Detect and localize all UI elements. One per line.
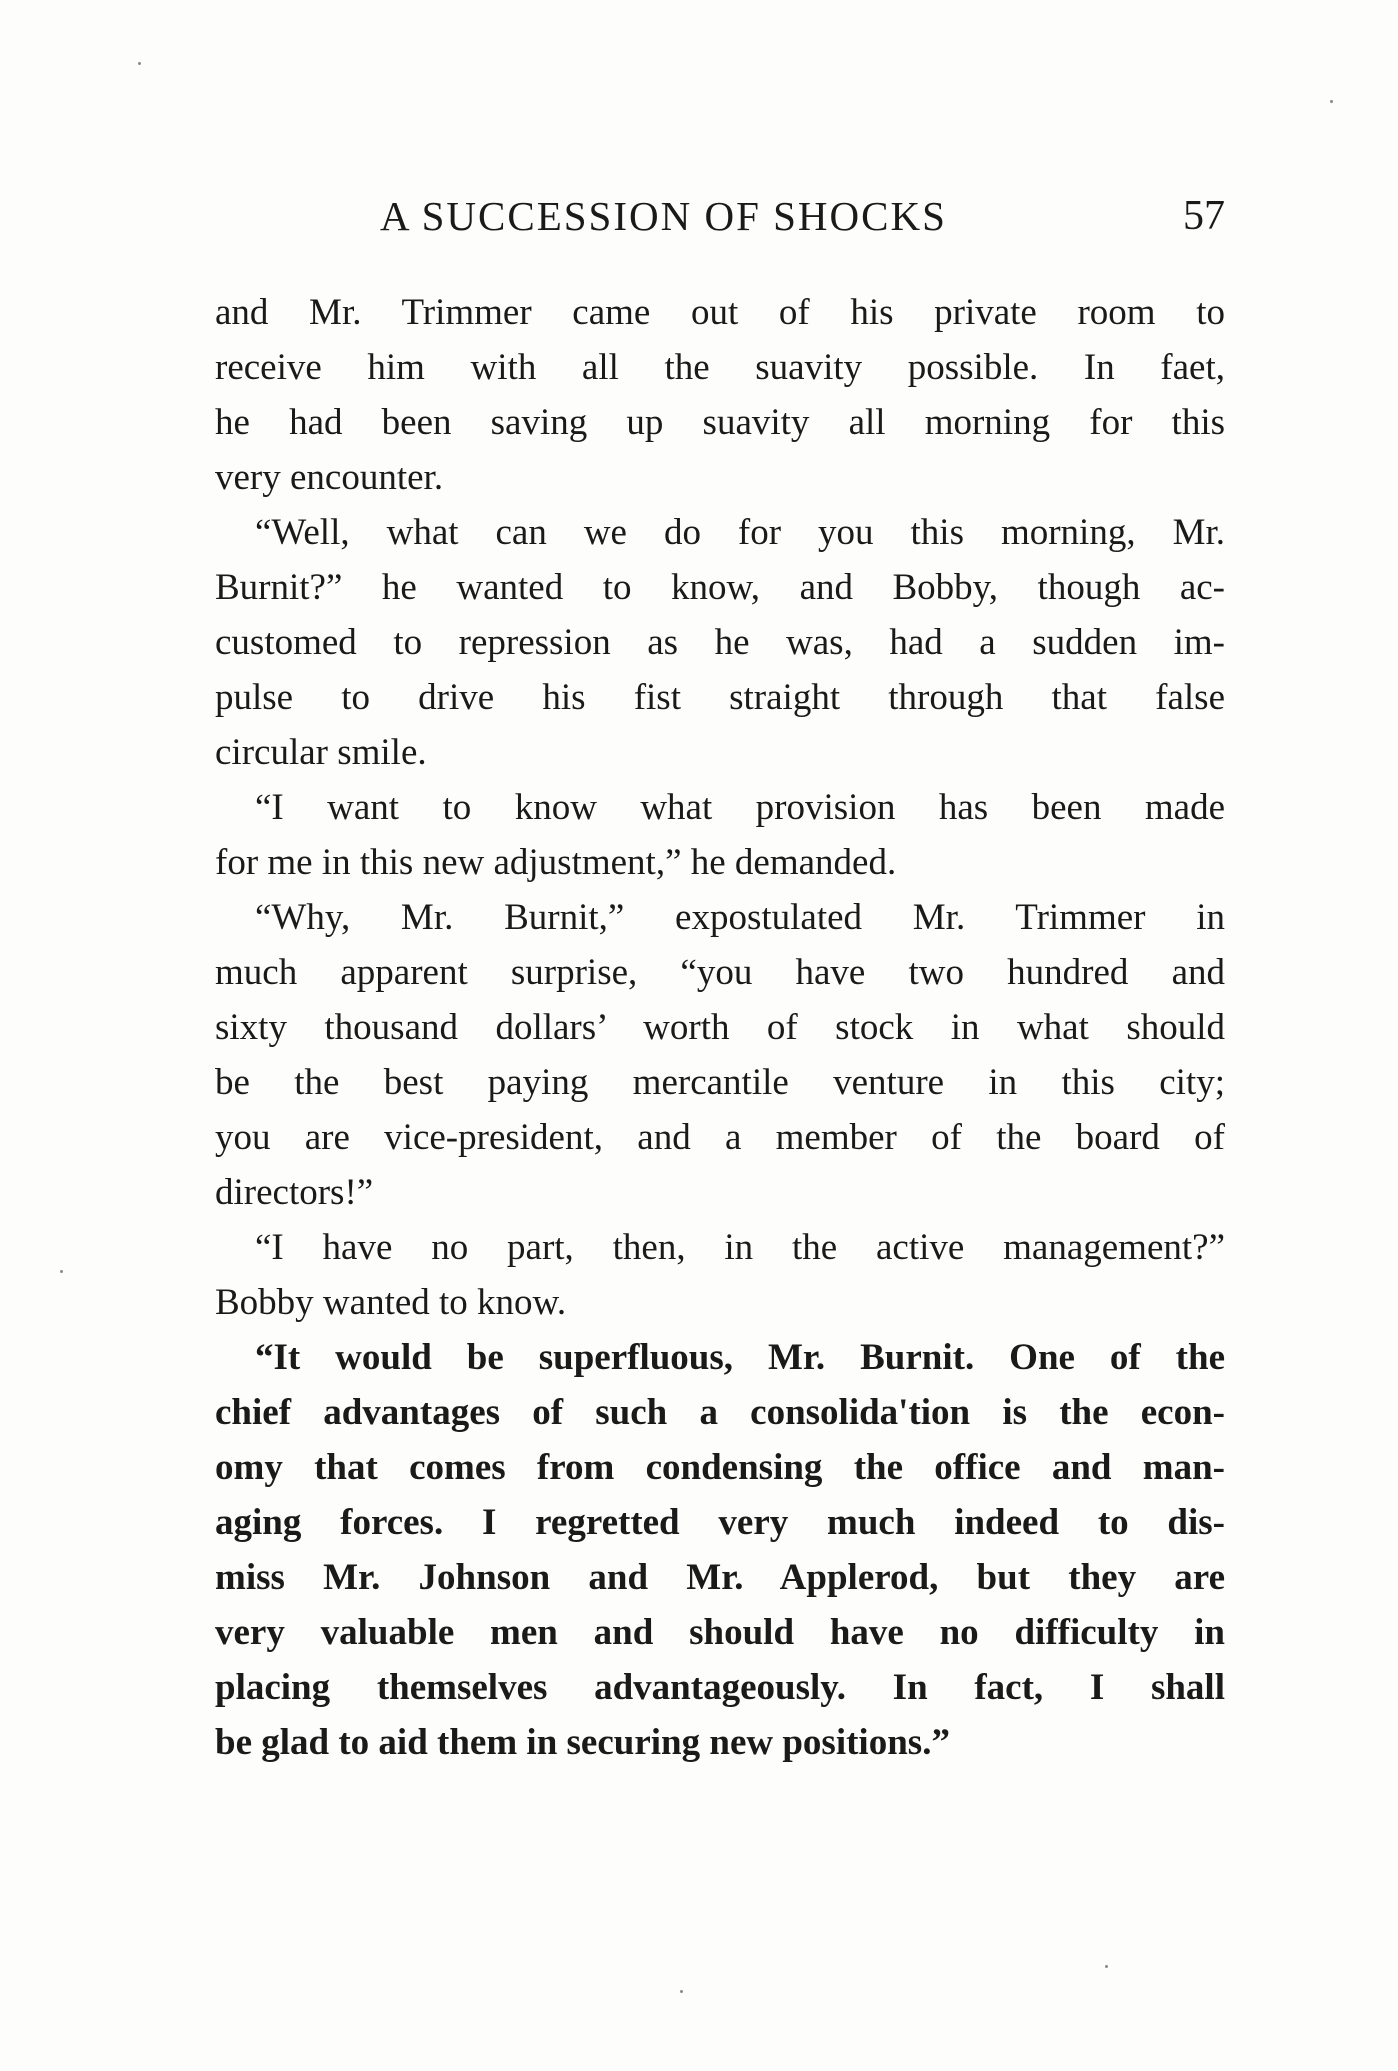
text-line: Burnit?” he wanted to know, and Bobby, though ac- [215,567,1225,608]
text-line: customed to repression as he was, had a sudden im- [215,622,1225,663]
text-line: he had been saving up suavity all morning for this [215,402,1225,443]
text-line: be glad to aid them in securing new positions.” [215,1722,950,1763]
text-line: much apparent surprise, “you have two hundred and [215,952,1225,993]
scan-speck [138,62,141,65]
text-line: receive him with all the suavity possible. In faet, [215,347,1225,388]
text-line: you are vice-president, and a member of the board of [215,1117,1225,1158]
text-line: “Well, what can we do for you this morning, Mr. [255,512,1225,553]
paragraph [215,505,1225,780]
running-head [215,188,1225,244]
body-text [215,285,1225,1770]
paragraph [215,285,1225,505]
scan-speck [680,1990,683,1993]
running-title: A SUCCESSION OF SHOCKS [380,193,947,239]
text-line: be the best paying mercantile venture in this city; [215,1062,1225,1103]
scan-speck [60,1270,63,1273]
text-line: very encounter. [215,457,444,498]
text-line: aging forces. I regretted very much indeed to dis- [215,1502,1225,1543]
text-line: omy that comes from condensing the office and man- [215,1447,1225,1488]
scan-speck [1105,1965,1108,1968]
paragraph [215,890,1225,1220]
paragraph [215,1220,1225,1330]
text-line: very valuable men and should have no difficulty in [215,1612,1225,1653]
text-line: sixty thousand dollars’ worth of stock in what should [215,1007,1225,1048]
text-line: circular smile. [215,732,427,773]
text-line: “I want to know what provision has been made [255,787,1225,828]
paragraph [215,1330,1225,1770]
page-number: 57 [1183,193,1225,239]
text-line: Bobby wanted to know. [215,1282,567,1323]
text-line: chief advantages of such a consolida'tion is the econ- [215,1392,1225,1433]
scan-speck [1330,100,1333,103]
text-line: “I have no part, then, in the active management?” [255,1227,1225,1268]
text-line: “It would be superfluous, Mr. Burnit. One of the [255,1337,1225,1378]
text-line: directors!” [215,1172,374,1213]
text-line: pulse to drive his fist straight through that false [215,677,1225,718]
text-line: placing themselves advantageously. In fact, I shall [215,1667,1225,1708]
text-line: “Why, Mr. Burnit,” expostulated Mr. Trimmer in [255,897,1225,938]
paragraph [215,780,1225,890]
text-line: for me in this new adjustment,” he demanded. [215,842,897,883]
text-line: and Mr. Trimmer came out of his private room to [215,292,1225,333]
text-line: miss Mr. Johnson and Mr. Applerod, but they are [215,1557,1225,1598]
